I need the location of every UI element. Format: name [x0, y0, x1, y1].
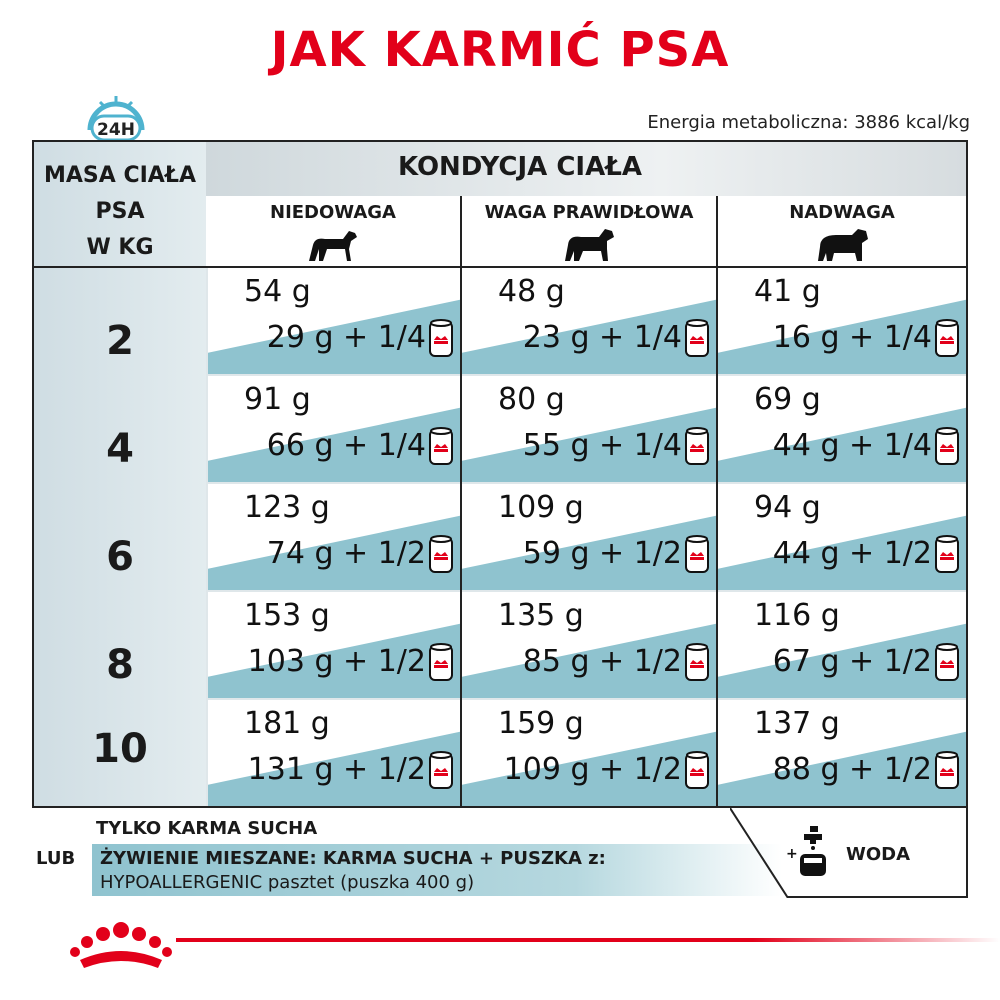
page-title: JAK KARMIĆ PSA: [270, 22, 730, 78]
can-icon: [428, 534, 454, 574]
mixed-amount: 59 g + 1/2: [522, 536, 682, 571]
can-icon: [684, 426, 710, 466]
mixed-amount: 103 g + 1/2: [247, 644, 426, 679]
mixed-amount: 88 g + 1/2: [772, 752, 932, 787]
can-icon: [934, 534, 960, 574]
mixed-amount: 55 g + 1/4: [522, 428, 682, 463]
can-icon: [934, 642, 960, 682]
feeding-cell: [462, 268, 716, 374]
dry-amount: 116 g: [754, 598, 840, 633]
clock-icon: [78, 86, 154, 142]
can-icon: [428, 750, 454, 790]
weight-10: 10: [92, 726, 148, 772]
column-label: NADWAGA: [789, 202, 895, 223]
mixed-amount: 109 g + 1/2: [503, 752, 682, 787]
can-icon: [934, 750, 960, 790]
feeding-cell: [718, 700, 966, 806]
feeding-cell: [718, 592, 966, 698]
can-icon: [428, 426, 454, 466]
feeding-cell: [208, 700, 460, 806]
feeding-cell: [462, 592, 716, 698]
mixed-amount: 74 g + 1/2: [266, 536, 426, 571]
legend-mixed-line1: ŻYWIENIE MIESZANE: KARMA SUCHA + PUSZKA z:: [100, 848, 606, 869]
clock-label: 24H: [97, 120, 135, 140]
mixed-amount: 23 g + 1/4: [522, 320, 682, 355]
dry-amount: 137 g: [754, 706, 840, 741]
water-plus: +: [786, 846, 798, 862]
water-box-diagonal: [730, 808, 790, 898]
mixed-amount: 66 g + 1/4: [266, 428, 426, 463]
feeding-cell: [208, 484, 460, 590]
weight-2: 2: [106, 318, 134, 364]
mixed-amount: 44 g + 1/4: [772, 428, 932, 463]
legend-or: LUB: [36, 848, 76, 869]
mixed-amount: 85 g + 1/2: [522, 644, 682, 679]
column-header-overweight: [718, 196, 966, 268]
dry-amount: 153 g: [244, 598, 330, 633]
feeding-cell: [462, 484, 716, 590]
feeding-cell: [718, 376, 966, 482]
column-label: NIEDOWAGA: [270, 202, 396, 223]
condition-header: KONDYCJA CIAŁA: [397, 152, 643, 182]
dry-amount: 80 g: [498, 382, 565, 417]
feeding-cell: [208, 376, 460, 482]
can-icon: [428, 642, 454, 682]
column-header-normal: [462, 196, 716, 268]
feeding-cell: [208, 592, 460, 698]
feeding-cell: [718, 484, 966, 590]
dry-amount: 109 g: [498, 490, 584, 525]
feeding-cell: [462, 376, 716, 482]
legend-water: WODA: [846, 844, 911, 865]
feeding-cell: [208, 268, 460, 374]
column-header-underweight: [206, 196, 460, 268]
weight-6: 6: [106, 534, 134, 580]
brand-stripe: [176, 938, 1000, 942]
normal-dog-icon: [559, 227, 619, 263]
can-icon: [934, 426, 960, 466]
can-icon: [684, 534, 710, 574]
legend-dry-only: TYLKO KARMA SUCHA: [96, 818, 318, 839]
dry-amount: 135 g: [498, 598, 584, 633]
dry-amount: 159 g: [498, 706, 584, 741]
legend-mixed-line2: HYPOALLERGENIC pasztet (puszka 400 g): [100, 872, 475, 893]
dry-amount: 41 g: [754, 274, 821, 309]
mass-header-line3: W KG: [86, 235, 154, 260]
feeding-cell: [718, 268, 966, 374]
can-icon: [428, 318, 454, 358]
dry-amount: 54 g: [244, 274, 311, 309]
feeding-table: [32, 140, 968, 808]
weight-8: 8: [106, 642, 134, 688]
dry-amount: 181 g: [244, 706, 330, 741]
weight-4: 4: [106, 426, 134, 472]
feeding-cell: [462, 700, 716, 806]
mixed-amount: 16 g + 1/4: [772, 320, 932, 355]
dry-amount: 94 g: [754, 490, 821, 525]
water-tap-icon: [786, 826, 832, 878]
dry-amount: 69 g: [754, 382, 821, 417]
royal-canin-crown-logo: [66, 916, 176, 972]
mixed-amount: 131 g + 1/2: [247, 752, 426, 787]
can-icon: [684, 750, 710, 790]
energy-info: Energia metaboliczna: 3886 kcal/kg: [647, 112, 970, 133]
can-icon: [934, 318, 960, 358]
column-label: WAGA PRAWIDŁOWA: [484, 202, 694, 223]
dry-amount: 123 g: [244, 490, 330, 525]
mixed-amount: 29 g + 1/4: [266, 320, 426, 355]
thin-dog-icon: [303, 227, 363, 263]
dry-amount: 91 g: [244, 382, 311, 417]
mass-header: [34, 158, 206, 266]
mixed-amount: 67 g + 1/2: [772, 644, 932, 679]
can-icon: [684, 318, 710, 358]
can-icon: [684, 642, 710, 682]
overweight-dog-icon: [812, 227, 872, 263]
dry-amount: 48 g: [498, 274, 565, 309]
mass-header-line2: PSA: [95, 199, 145, 224]
mass-header-line1: MASA CIAŁA: [44, 163, 196, 188]
mixed-amount: 44 g + 1/2: [772, 536, 932, 571]
